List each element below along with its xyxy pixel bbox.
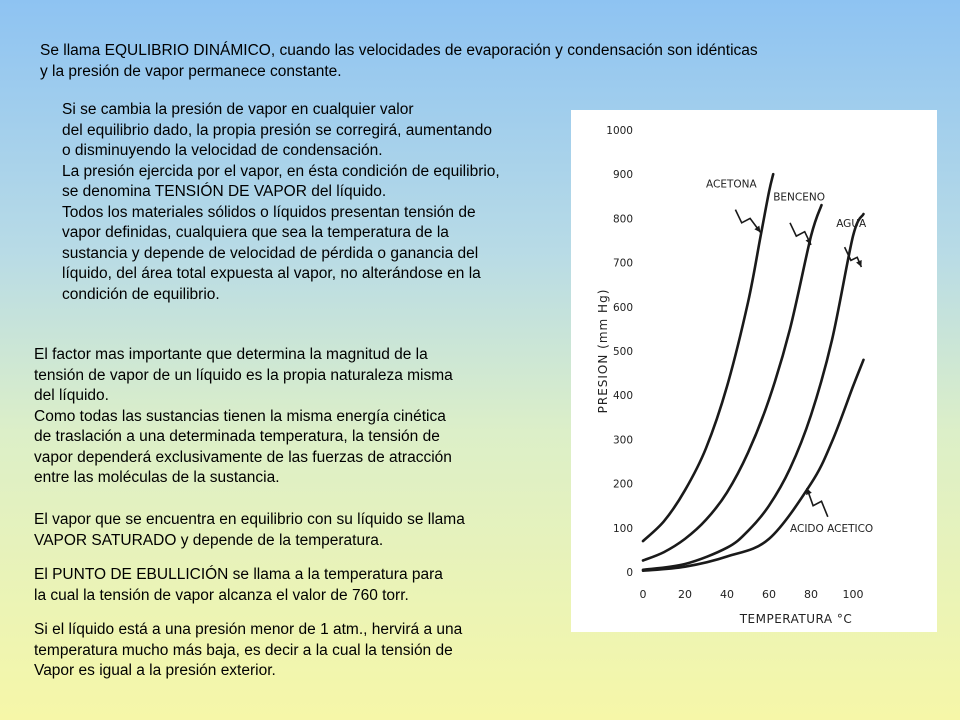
intro-paragraph: Se llama EQULIBRIO DINÁMICO, cuando las velocidades de evaporación y condensación son idénticas y la presión de vapor permanece constante. (40, 42, 758, 80)
y-tick-label-600: 600 (612, 301, 633, 314)
boiling-point-paragraph: El PUNTO DE EBULLICIÓN se llama a la temperatura para la cual la tensión de vapor alcanza el valor de 760 torr. (34, 566, 443, 604)
x-tick-label-100: 100 (842, 588, 864, 601)
x-axis-title: TEMPERATURA °C (739, 612, 853, 626)
series-label-acetona: ACETONA (706, 178, 757, 191)
x-tick-label-40: 40 (720, 588, 734, 601)
x-tick-label-20: 20 (678, 588, 692, 601)
y-tick-label-700: 700 (612, 257, 633, 270)
factor-paragraph: El factor mas importante que determina la magnitud de la tensión de vapor de un líquido es la propia naturaleza misma del líquido. Como todas las sustancias tienen la misma energía cinética de traslación a una determinada temperatura, la tensión de vapor dependerá exclusivamente de las fuerzas de atracción entre las moléculas de la sustancia. (34, 346, 453, 486)
chart-svg (571, 110, 937, 632)
vapor-pressure-chart (571, 110, 937, 632)
y-tick-label-500: 500 (612, 346, 633, 358)
series-line-agua (643, 214, 864, 570)
saturated-vapor-paragraph: El vapor que se encuentra en equilibrio con su líquido se llama VAPOR SATURADO y depende de la temperatura. (34, 511, 465, 549)
y-axis-title: PRESION (mm Hg) (596, 288, 610, 414)
x-tick-label-60: 60 (762, 588, 776, 601)
y-tick-label-300: 300 (612, 434, 633, 447)
y-tick-label-800: 800 (612, 213, 633, 226)
vapor-tension-paragraph: Si se cambia la presión de vapor en cualquier valor del equilibrio dado, la propia presión se corregirá, aumentando o disminuyendo la velocidad de condensación. La presión ejercida por el vapor, en ésta condición de equilibrio, se denomina TENSIÓN DE VAPOR del líquido. Todos los materiales sólidos o líquidos presentan tensión de vapor definidas, cualquiera que sea la temperatura de la sustancia y depende de velocidad de pérdida o ganancia del líquido, del área total expuesta al vapor, no alterándose en la condición de equilibrio. (62, 101, 500, 303)
x-tick-label-0: 0 (639, 588, 647, 601)
y-tick-label-0: 0 (626, 567, 633, 579)
y-tick-label-1000: 1000 (606, 125, 633, 137)
y-tick-label-200: 200 (612, 478, 633, 491)
series-line-acetona (643, 174, 773, 541)
series-label-acido-acetico: ACIDO ACETICO (790, 523, 874, 536)
y-tick-label-100: 100 (612, 522, 633, 535)
series-line-acido-acetico (643, 360, 864, 571)
series-label-benceno: BENCENO (773, 191, 825, 204)
y-tick-label-400: 400 (612, 390, 633, 403)
y-tick-label-900: 900 (612, 169, 633, 182)
low-pressure-paragraph: Si el líquido está a una presión menor de 1 atm., hervirá a una temperatura mucho más baja, es decir a la cual la tensión de Vapor es igual a la presión exterior. (34, 621, 463, 679)
series-label-agua: AGUA (836, 218, 867, 231)
x-tick-label-80: 80 (804, 588, 818, 601)
